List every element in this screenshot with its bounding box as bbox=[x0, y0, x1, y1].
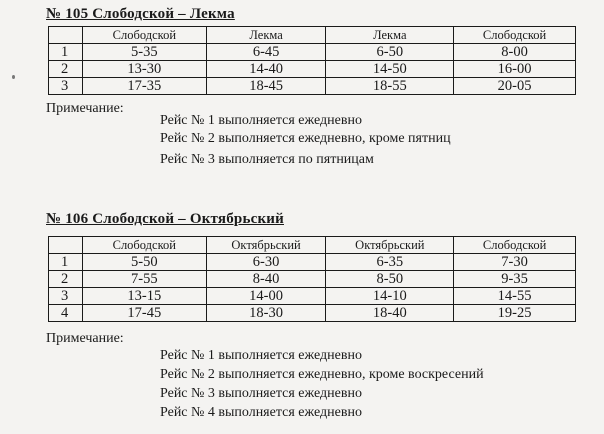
header-num-cell bbox=[49, 27, 83, 44]
time-cell: 13-15 bbox=[82, 288, 206, 305]
table-row bbox=[49, 271, 576, 288]
time-cell: 13-30 bbox=[82, 61, 206, 78]
time-cell: 14-55 bbox=[454, 288, 576, 305]
header-num-cell bbox=[49, 237, 83, 254]
table-row bbox=[49, 305, 576, 322]
route-106-note-2: Рейс № 2 выполняется ежедневно, кроме воскресений bbox=[160, 367, 484, 382]
time-cell: 14-10 bbox=[326, 288, 454, 305]
time-cell: 8-50 bbox=[326, 271, 454, 288]
time-cell: 19-25 bbox=[454, 305, 576, 322]
route-106-table bbox=[48, 236, 576, 322]
trip-number: 1 bbox=[49, 254, 83, 271]
time-cell: 17-35 bbox=[82, 78, 206, 95]
time-cell: 5-35 bbox=[82, 44, 206, 61]
header-cell: Слободской bbox=[82, 27, 206, 44]
time-cell: 6-30 bbox=[206, 254, 326, 271]
table-row bbox=[49, 254, 576, 271]
route-106-note-label: Примечание: bbox=[46, 331, 124, 346]
time-cell: 6-50 bbox=[326, 44, 454, 61]
time-cell: 14-40 bbox=[206, 61, 326, 78]
time-cell: 20-05 bbox=[454, 78, 576, 95]
time-cell: 6-35 bbox=[326, 254, 454, 271]
table-row bbox=[49, 288, 576, 305]
trip-number: 3 bbox=[49, 78, 83, 95]
time-cell: 5-50 bbox=[82, 254, 206, 271]
route-106-note-3: Рейс № 3 выполняется ежедневно bbox=[160, 386, 362, 401]
time-cell: 16-00 bbox=[454, 61, 576, 78]
time-cell: 18-40 bbox=[326, 305, 454, 322]
trip-number: 2 bbox=[49, 271, 83, 288]
header-cell: Лекма bbox=[326, 27, 454, 44]
route-106-title: № 106 Слободской – Октябрьский bbox=[46, 211, 284, 227]
time-cell: 8-00 bbox=[454, 44, 576, 61]
route-106-note-1: Рейс № 1 выполняется ежедневно bbox=[160, 348, 362, 363]
time-cell: 14-00 bbox=[206, 288, 326, 305]
header-cell: Слободской bbox=[454, 237, 576, 254]
table-row bbox=[49, 44, 576, 61]
route-105-note-3: Рейс № 3 выполняется по пятницам bbox=[160, 152, 374, 167]
trip-number: 1 bbox=[49, 44, 83, 61]
route-105-note-label: Примечание: bbox=[46, 101, 124, 116]
time-cell: 18-30 bbox=[206, 305, 326, 322]
time-cell: 7-30 bbox=[454, 254, 576, 271]
header-cell: Октябрьский bbox=[326, 237, 454, 254]
table-header-row bbox=[49, 237, 576, 254]
header-cell: Слободской bbox=[82, 237, 206, 254]
time-cell: 6-45 bbox=[206, 44, 326, 61]
trip-number: 2 bbox=[49, 61, 83, 78]
header-cell: Лекма bbox=[206, 27, 326, 44]
table-row bbox=[49, 78, 576, 95]
time-cell: 8-40 bbox=[206, 271, 326, 288]
table-row bbox=[49, 61, 576, 78]
route-105-note-2: Рейс № 2 выполняется ежедневно, кроме пятниц bbox=[160, 131, 451, 146]
time-cell: 18-55 bbox=[326, 78, 454, 95]
time-cell: 17-45 bbox=[82, 305, 206, 322]
trip-number: 4 bbox=[49, 305, 83, 322]
route-105-table bbox=[48, 26, 576, 95]
time-cell: 7-55 bbox=[82, 271, 206, 288]
header-cell: Октябрьский bbox=[206, 237, 326, 254]
route-106-note-4: Рейс № 4 выполняется ежедневно bbox=[160, 405, 362, 420]
route-105-note-1: Рейс № 1 выполняется ежедневно bbox=[160, 113, 362, 128]
trip-number: 3 bbox=[49, 288, 83, 305]
time-cell: 9-35 bbox=[454, 271, 576, 288]
time-cell: 14-50 bbox=[326, 61, 454, 78]
header-cell: Слободской bbox=[454, 27, 576, 44]
time-cell: 18-45 bbox=[206, 78, 326, 95]
route-105-title: № 105 Слободской – Лекма bbox=[46, 6, 235, 22]
scan-speck bbox=[12, 75, 15, 79]
table-header-row bbox=[49, 27, 576, 44]
